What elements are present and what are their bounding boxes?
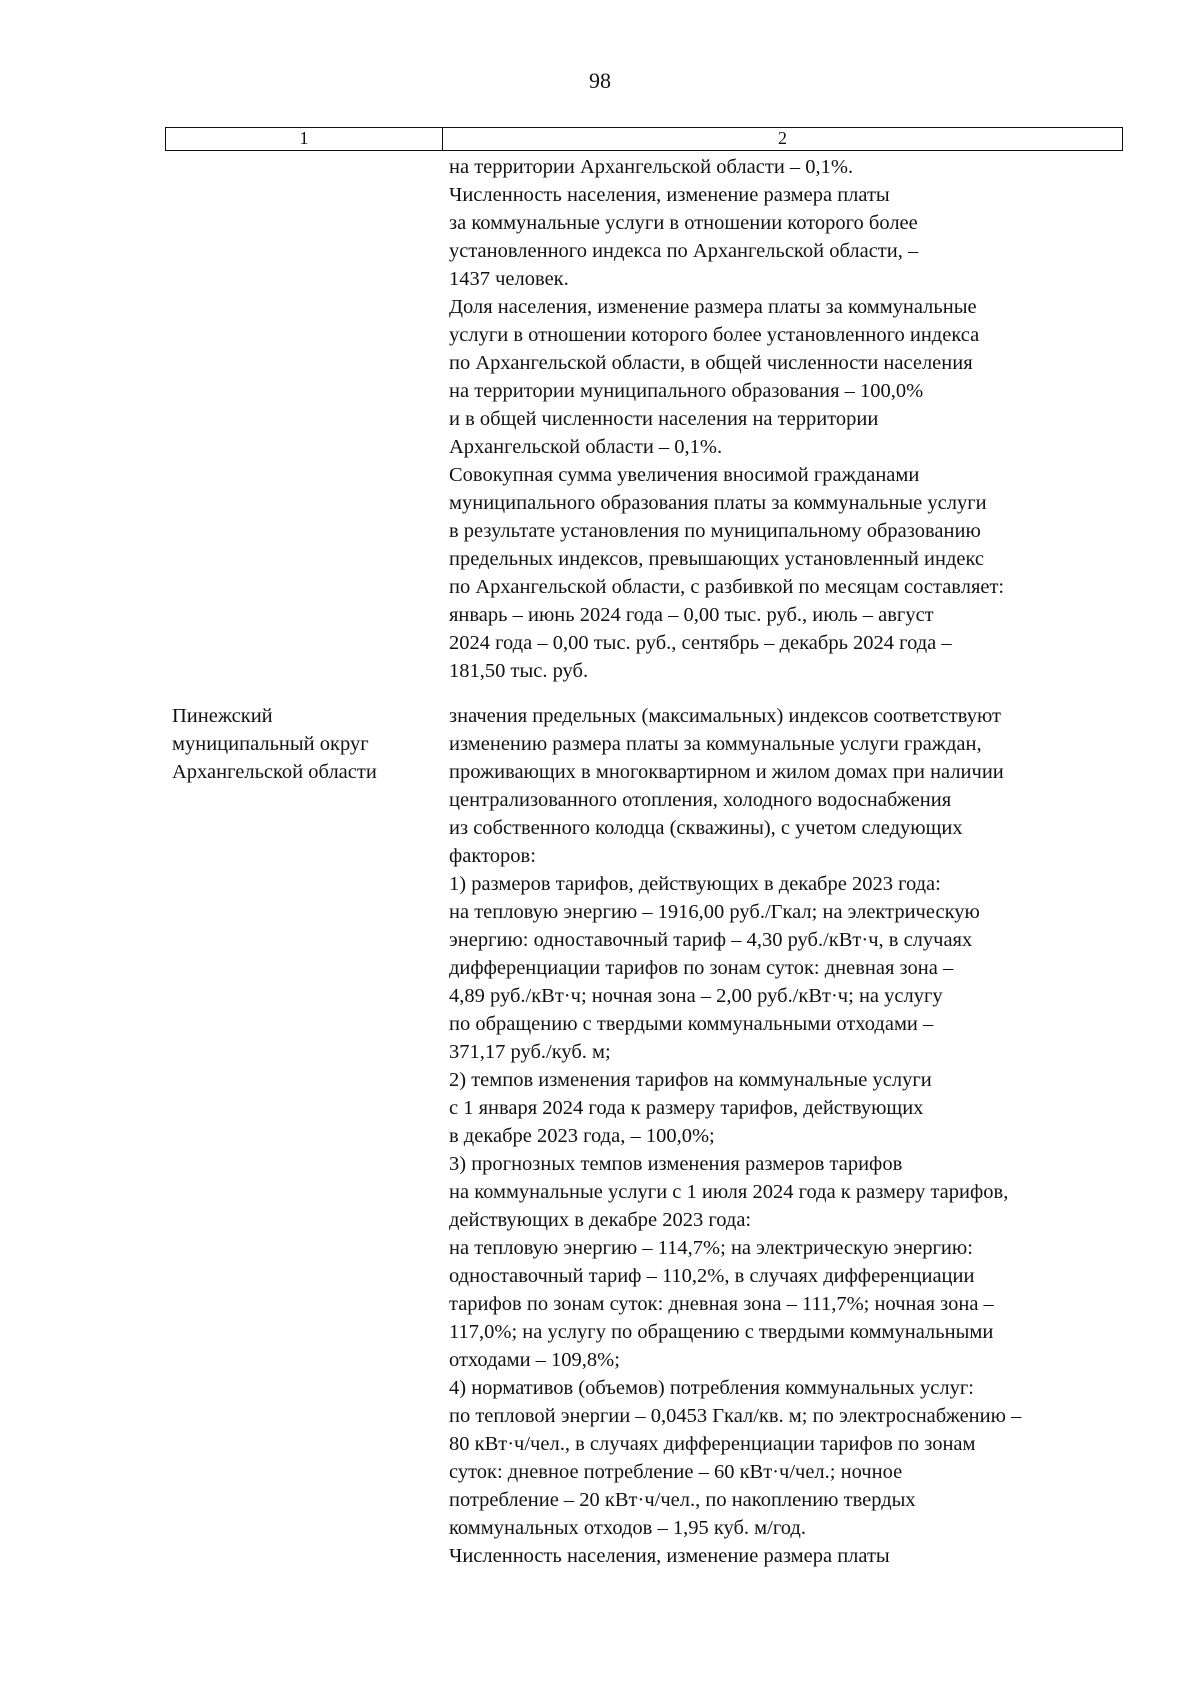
text-line: Численность населения, изменение размера платы xyxy=(449,184,890,206)
text-line: муниципального образования платы за коммунальные услуги xyxy=(449,492,987,514)
text-line: из собственного колодца (скважины), с учетом следующих xyxy=(449,817,963,839)
table-header-col-2: 2 xyxy=(778,128,787,148)
text-line: с 1 января 2024 года к размеру тарифов, действующих xyxy=(449,1097,924,1119)
text-line: 181,50 тыс. руб. xyxy=(449,660,589,682)
text-line: дифференциации тарифов по зонам суток: дневная зона – xyxy=(449,957,954,979)
page-number: 98 xyxy=(589,68,611,93)
text-line: на тепловую энергию – 1916,00 руб./Гкал; на электрическую xyxy=(449,901,980,923)
text-line: Архангельской области xyxy=(172,761,377,783)
text-line: 3) прогнозных темпов изменения размеров тарифов xyxy=(449,1153,903,1175)
text-line: одноставочный тариф – 110,2%, в случаях дифференциации xyxy=(449,1265,975,1287)
text-line: Численность населения, изменение размера платы xyxy=(449,1545,890,1567)
text-line: тарифов по зонам суток: дневная зона – 111,7%; ночная зона – xyxy=(449,1293,994,1315)
table-header-col-1: 1 xyxy=(166,128,443,150)
text-line: на территории Архангельской области – 0,1%. xyxy=(449,156,854,178)
text-line: установленного индекса по Архангельской области, – xyxy=(449,240,919,262)
text-line: на тепловую энергию – 114,7%; на электрическую энергию: xyxy=(449,1237,973,1259)
text-line: отходами – 109,8%; xyxy=(449,1349,620,1371)
row-description xyxy=(449,702,1129,1570)
text-line: значения предельных (максимальных) индексов соответствуют xyxy=(449,705,1001,727)
text-line: за коммунальные услуги в отношении которого более xyxy=(449,212,918,234)
text-line: 1437 человек. xyxy=(449,268,569,290)
text-line: 2024 года – 0,00 тыс. руб., сентябрь – декабрь 2024 года – xyxy=(449,632,952,654)
text-line: изменению размера платы за коммунальные услуги граждан, xyxy=(449,733,982,755)
text-line: коммунальных отходов – 1,95 куб. м/год. xyxy=(449,1517,806,1539)
text-line: проживающих в многоквартирном и жилом домах при наличии xyxy=(449,761,1004,783)
text-line: муниципальный округ xyxy=(172,733,369,755)
text-line: по Архангельской области, с разбивкой по месяцам составляет: xyxy=(449,576,1005,598)
text-line: в результате установления по муниципальному образованию xyxy=(449,520,981,542)
text-line: факторов: xyxy=(449,845,536,867)
municipality-name xyxy=(172,702,442,786)
text-line: 80 кВт·ч/чел., в случаях дифференциации тарифов по зонам xyxy=(449,1433,976,1455)
text-line: и в общей численности населения на территории xyxy=(449,408,879,430)
text-line: 4,89 руб./кВт·ч; ночная зона – 2,00 руб./кВт·ч; на услугу xyxy=(449,985,943,1007)
row-description xyxy=(449,153,1129,685)
text-line: на территории муниципального образования – 100,0% xyxy=(449,380,924,402)
text-line: потребление – 20 кВт·ч/чел., по накоплению твердых xyxy=(449,1489,916,1511)
text-line: предельных индексов, превышающих установленный индекс xyxy=(449,548,985,570)
text-line: Пинежский xyxy=(172,705,273,727)
text-line: Совокупная сумма увеличения вносимой гражданами xyxy=(449,464,920,486)
text-line: 1) размеров тарифов, действующих в декабре 2023 года: xyxy=(449,873,941,895)
text-line: 371,17 руб./куб. м; xyxy=(449,1041,611,1063)
text-line: 117,0%; на услугу по обращению с твердыми коммунальными xyxy=(449,1321,994,1343)
text-line: Архангельской области – 0,1%. xyxy=(449,436,723,458)
text-line: в декабре 2023 года, – 100,0%; xyxy=(449,1125,715,1147)
text-line: по Архангельской области, в общей численности населения xyxy=(449,352,973,374)
text-line: 4) нормативов (объемов) потребления коммунальных услуг: xyxy=(449,1377,974,1399)
table-header xyxy=(165,127,1123,151)
text-line: действующих в декабре 2023 года: xyxy=(449,1209,752,1231)
text-line: по обращению с твердыми коммунальными отходами – xyxy=(449,1013,934,1035)
text-line: услуги в отношении которого более установленного индекса xyxy=(449,324,980,346)
text-line: на коммунальные услуги с 1 июля 2024 года к размеру тарифов, xyxy=(449,1181,1009,1203)
text-line: 2) темпов изменения тарифов на коммунальные услуги xyxy=(449,1069,932,1091)
text-line: по тепловой энергии – 0,0453 Гкал/кв. м; по электроснабжению – xyxy=(449,1405,1022,1427)
text-line: энергию: одноставочный тариф – 4,30 руб./кВт·ч, в случаях xyxy=(449,929,973,951)
text-line: Доля населения, изменение размера платы за коммунальные xyxy=(449,296,977,318)
text-line: январь – июнь 2024 года – 0,00 тыс. руб., июль – август xyxy=(449,604,934,626)
text-line: централизованного отопления, холодного водоснабжения xyxy=(449,789,952,811)
text-line: суток: дневное потребление – 60 кВт·ч/чел.; ночное xyxy=(449,1461,903,1483)
